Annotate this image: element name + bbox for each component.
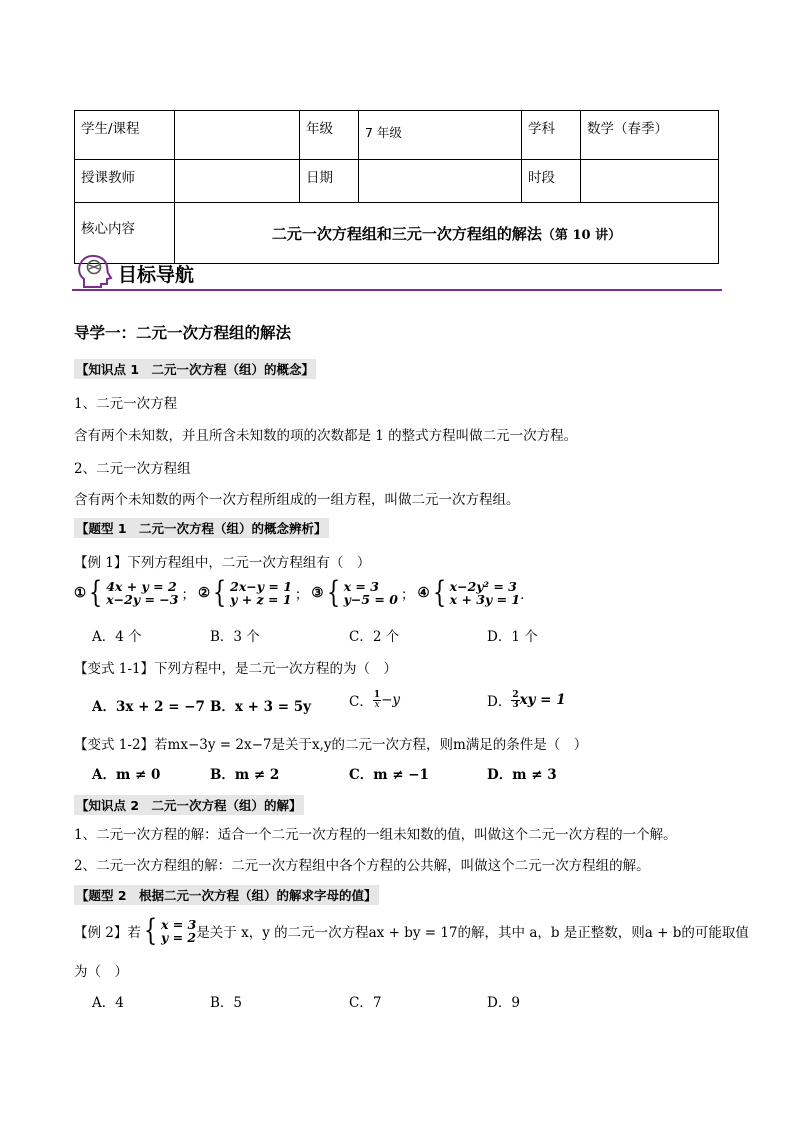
guide-heading: 导学一：二元一次方程组的解法 <box>74 324 292 342</box>
grade-value: 7 年级 <box>359 111 522 160</box>
kp2-tag: 【知识点 2 二元一次方程（组）的解】 <box>74 795 304 815</box>
ex1-system-3: ③ { x = 3 y−5 = 0 <box>311 575 398 610</box>
ex1-stem: 【例 1】下列方程组中，二元一次方程组有（ ） <box>74 555 371 571</box>
var11-stem: 【变式 1-1】下列方程中，是二元一次方程的为（ ） <box>74 661 398 677</box>
var11-option-d[interactable]: D． $\frac{2}{3}$ xy = 1 <box>487 689 566 710</box>
ex1-system-4: ④ { x−2y² = 3 x + 3y = 1 <box>417 575 521 610</box>
grade-label: 年级 <box>300 111 359 160</box>
var11-option-a[interactable]: A．3x + 2 = −7 <box>92 699 205 715</box>
kp1-item1-title: 1、二元一次方程 <box>74 396 178 412</box>
ex1-option-a[interactable]: A．4 个 <box>92 629 142 645</box>
type2-tag: 【题型 2 根据二元一次方程（组）的解求字母的值】 <box>74 885 379 905</box>
ex1-system-1: ① { 4x + y = 2 x−2y = −3 <box>74 575 179 610</box>
period-label: 时段 <box>522 160 581 203</box>
var12-option-d[interactable]: D．m ≠ 3 <box>487 767 557 783</box>
period-value <box>581 160 719 203</box>
ex2-option-a[interactable]: A．4 <box>92 995 124 1011</box>
core-label: 核心内容 <box>75 203 175 264</box>
date-value <box>359 160 522 203</box>
kp1-item2-text: 含有两个未知数的两个一次方程所组成的一组方程，叫做二元一次方程组。 <box>74 492 520 508</box>
type1-tag: 【题型 1 二元一次方程（组）的概念辨析】 <box>74 518 329 538</box>
subject-label: 学科 <box>522 111 581 160</box>
teacher-value <box>175 160 300 203</box>
info-table <box>74 110 719 264</box>
ex2-option-c[interactable]: C．7 <box>349 995 382 1011</box>
ex1-system-2: ② { 2x−y = 1 y + z = 1 <box>197 575 292 610</box>
ex2-stem: 【例 2】若 { x = 3 y = 2 是关于 x，y 的二元一次方程ax + by = 17的解，其中 a，b 是正整数，则a + b的可能取值 <box>74 913 749 948</box>
teacher-label: 授课教师 <box>75 160 175 203</box>
ex2-option-b[interactable]: B．5 <box>210 995 243 1011</box>
date-label: 日期 <box>300 160 359 203</box>
ex1-option-c[interactable]: C．2 个 <box>349 629 400 645</box>
kp1-item1-text: 含有两个未知数，并且所含未知数的项的次数都是 1 的整式方程叫做二元一次方程。 <box>74 428 578 444</box>
ex1-option-b[interactable]: B．3 个 <box>210 629 260 645</box>
var12-option-a[interactable]: A．m ≠ 0 <box>92 767 161 783</box>
kp1-item2-title: 2、二元一次方程组 <box>74 461 191 477</box>
var11-option-b[interactable]: B．x + 3 = 5y <box>210 699 312 715</box>
kp1-tag: 【知识点 1 二元一次方程（组）的概念】 <box>74 359 316 379</box>
var11-option-c[interactable]: C． $\frac{1}{x}$ −y <box>349 689 401 710</box>
student-value <box>175 111 300 160</box>
ex1-systems: ① { 4x + y = 2 x−2y = −3 ； ② { 2x−y = 1 y + z = 1 ； ③ { x = 3 y−5 = 0 ； ④ { x−2y² = 3 x + 3y = 1 ． <box>74 575 534 610</box>
ex2-stem-cont: 为（ ） <box>74 964 128 980</box>
var12-option-c[interactable]: C．m ≠ −1 <box>349 767 429 783</box>
var12-stem: 【变式 1-2】若mx−3y = 2x−7是关于x,y的二元一次方程，则m满足的条件是（ ） <box>74 737 588 753</box>
kp2-item2: 2、二元一次方程组的解：二元一次方程组中各个方程的公共解，叫做这个二元一次方程组的解。 <box>74 858 650 874</box>
var12-option-b[interactable]: B．m ≠ 2 <box>210 767 280 783</box>
section-title: 目标导航 <box>118 264 195 286</box>
section-divider <box>72 289 722 291</box>
core-title: 二元一次方程组和三元一次方程组的解法 <box>271 224 542 243</box>
core-lecture: （第 10 讲） <box>541 227 622 243</box>
ex1-option-d[interactable]: D．1 个 <box>487 629 538 645</box>
subject-value: 数学（春季） <box>581 111 719 160</box>
ex2-option-d[interactable]: D．9 <box>487 995 520 1011</box>
student-label: 学生/课程 <box>75 111 175 160</box>
kp2-item1: 1、二元一次方程的解：适合一个二元一次方程的一组未知数的值，叫做这个二元一次方程的一个解。 <box>74 827 677 843</box>
core-content <box>175 203 719 264</box>
head-brain-icon <box>74 251 114 291</box>
